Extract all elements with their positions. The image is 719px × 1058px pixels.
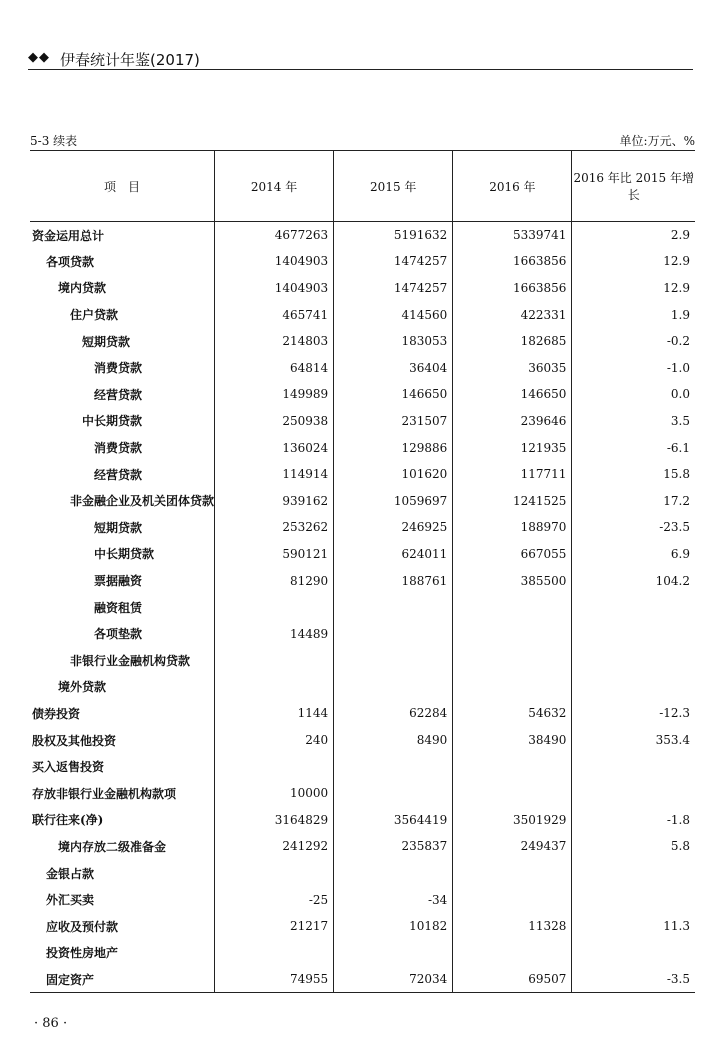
diamond-bullets-icon: ◆◆ — [28, 50, 50, 65]
value-2015: 5191632 — [334, 222, 453, 249]
value-2014: 465741 — [215, 301, 334, 328]
row-label: 联行往来(净) — [32, 813, 104, 828]
table-row — [30, 753, 695, 780]
value-2015 — [334, 753, 453, 780]
value-2015: 183053 — [334, 328, 453, 355]
value-2016: 69507 — [453, 966, 572, 993]
value-2015 — [334, 620, 453, 647]
row-label: 买入返售投资 — [32, 760, 105, 775]
row-label: 住户贷款 — [70, 308, 119, 323]
value-growth — [572, 647, 695, 674]
row-label: 短期贷款 — [94, 520, 143, 535]
row-label: 境内贷款 — [58, 281, 107, 296]
table-row — [30, 780, 695, 807]
value-growth: 11.3 — [572, 913, 695, 940]
value-2014: 1144 — [215, 700, 334, 727]
row-label: 各项贷款 — [46, 254, 95, 269]
value-2015: -34 — [334, 886, 453, 913]
value-2014: 1404903 — [215, 275, 334, 302]
value-2016: 121935 — [453, 434, 572, 461]
value-growth — [572, 860, 695, 887]
row-label: 资金运用总计 — [32, 228, 105, 243]
row-label: 存放非银行业金融机构款项 — [32, 786, 177, 801]
row-label: 非银行业金融机构贷款 — [70, 653, 191, 668]
value-2014: 136024 — [215, 434, 334, 461]
row-label: 金银占款 — [46, 866, 95, 881]
table-row — [30, 674, 695, 701]
value-2015: 146650 — [334, 381, 453, 408]
value-growth: -6.1 — [572, 434, 695, 461]
row-label: 境内存放二级准备金 — [58, 839, 167, 854]
value-2015: 129886 — [334, 434, 453, 461]
table-caption: 5-3 续表 — [30, 134, 78, 148]
value-growth: -23.5 — [572, 514, 695, 541]
value-2016: 36035 — [453, 354, 572, 381]
table-row — [30, 461, 695, 488]
row-label: 应收及预付款 — [46, 919, 119, 934]
table-row — [30, 381, 695, 408]
value-2015: 235837 — [334, 833, 453, 860]
value-growth: 0.0 — [572, 381, 695, 408]
value-2014: 253262 — [215, 514, 334, 541]
table-row — [30, 434, 695, 461]
row-label: 融资租赁 — [94, 600, 143, 615]
value-2016 — [453, 620, 572, 647]
value-2014 — [215, 594, 334, 621]
value-2015: 231507 — [334, 408, 453, 435]
value-2014 — [215, 674, 334, 701]
value-2016: 182685 — [453, 328, 572, 355]
column-header-2015: 2015 年 — [334, 151, 453, 222]
row-label: 经营贷款 — [94, 467, 143, 482]
table-row — [30, 727, 695, 754]
value-2016: 249437 — [453, 833, 572, 860]
value-2014: 149989 — [215, 381, 334, 408]
value-2016: 1241525 — [453, 487, 572, 514]
value-growth — [572, 674, 695, 701]
table-row — [30, 886, 695, 913]
table-row — [30, 408, 695, 435]
value-2014: 240 — [215, 727, 334, 754]
value-2014: 3164829 — [215, 807, 334, 834]
column-header-growth: 2016 年比 2015 年增长 — [572, 151, 695, 222]
table-row — [30, 222, 695, 249]
value-growth: 5.8 — [572, 833, 695, 860]
value-2016 — [453, 886, 572, 913]
value-2015: 10182 — [334, 913, 453, 940]
value-growth: 1.9 — [572, 301, 695, 328]
value-2015 — [334, 860, 453, 887]
value-2014 — [215, 940, 334, 967]
value-2015: 1474257 — [334, 248, 453, 275]
value-2016: 5339741 — [453, 222, 572, 249]
column-header-item: 项 目 — [30, 151, 215, 222]
value-growth: 6.9 — [572, 541, 695, 568]
value-growth — [572, 940, 695, 967]
value-2015: 1059697 — [334, 487, 453, 514]
table-row — [30, 301, 695, 328]
value-growth: 3.5 — [572, 408, 695, 435]
value-growth: 12.9 — [572, 275, 695, 302]
value-growth: -1.8 — [572, 807, 695, 834]
value-2016: 54632 — [453, 700, 572, 727]
value-growth — [572, 886, 695, 913]
value-2016: 11328 — [453, 913, 572, 940]
value-2016 — [453, 594, 572, 621]
yearbook-title: 伊春统计年鉴(2017) — [60, 51, 200, 69]
value-2016 — [453, 780, 572, 807]
running-header — [28, 44, 693, 74]
row-label: 非金融企业及机关团体贷款 — [70, 494, 215, 509]
value-2015: 72034 — [334, 966, 453, 993]
value-2015 — [334, 780, 453, 807]
value-2014: 74955 — [215, 966, 334, 993]
value-2014: 1404903 — [215, 248, 334, 275]
value-growth: 2.9 — [572, 222, 695, 249]
row-label: 消费贷款 — [94, 441, 143, 456]
value-2016: 1663856 — [453, 248, 572, 275]
column-header-2016: 2016 年 — [453, 151, 572, 222]
value-growth: 17.2 — [572, 487, 695, 514]
table-row — [30, 487, 695, 514]
value-growth — [572, 594, 695, 621]
value-growth: -12.3 — [572, 700, 695, 727]
value-2016: 3501929 — [453, 807, 572, 834]
row-label: 外汇买卖 — [46, 893, 95, 908]
table-row — [30, 354, 695, 381]
table-row — [30, 275, 695, 302]
row-label: 短期贷款 — [82, 334, 131, 349]
table-row — [30, 248, 695, 275]
row-label: 消费贷款 — [94, 361, 143, 376]
value-2016: 1663856 — [453, 275, 572, 302]
value-2015: 414560 — [334, 301, 453, 328]
header-rule — [28, 69, 693, 70]
value-2015: 1474257 — [334, 275, 453, 302]
value-2015 — [334, 594, 453, 621]
table-row — [30, 594, 695, 621]
value-2016: 146650 — [453, 381, 572, 408]
value-2015: 3564419 — [334, 807, 453, 834]
row-label: 中长期贷款 — [94, 547, 155, 562]
row-label: 投资性房地产 — [46, 946, 119, 961]
table-header-row — [30, 151, 695, 222]
table-row — [30, 328, 695, 355]
value-2016 — [453, 940, 572, 967]
table-row — [30, 514, 695, 541]
value-2015: 101620 — [334, 461, 453, 488]
value-growth: -0.2 — [572, 328, 695, 355]
value-2014: 81290 — [215, 567, 334, 594]
value-2015: 36404 — [334, 354, 453, 381]
value-2015: 8490 — [334, 727, 453, 754]
value-2016: 422331 — [453, 301, 572, 328]
row-label: 境外贷款 — [58, 680, 107, 695]
column-header-2014: 2014 年 — [215, 151, 334, 222]
value-growth — [572, 780, 695, 807]
table-row — [30, 567, 695, 594]
table-row — [30, 647, 695, 674]
value-2015: 624011 — [334, 541, 453, 568]
value-2016: 667055 — [453, 541, 572, 568]
value-2015 — [334, 674, 453, 701]
row-label: 债券投资 — [32, 706, 81, 721]
value-growth — [572, 753, 695, 780]
table-row — [30, 700, 695, 727]
row-label: 经营贷款 — [94, 387, 143, 402]
value-2014: 114914 — [215, 461, 334, 488]
value-2016 — [453, 674, 572, 701]
value-growth: 15.8 — [572, 461, 695, 488]
table-row — [30, 940, 695, 967]
value-2014: 241292 — [215, 833, 334, 860]
row-label: 票据融资 — [94, 574, 143, 589]
unit-label: 单位:万元、% — [619, 134, 695, 148]
table-row — [30, 913, 695, 940]
table-row — [30, 833, 695, 860]
value-2014: 21217 — [215, 913, 334, 940]
value-2014: 214803 — [215, 328, 334, 355]
value-2016: 385500 — [453, 567, 572, 594]
value-2015 — [334, 647, 453, 674]
value-2014 — [215, 753, 334, 780]
value-2016 — [453, 647, 572, 674]
value-2015: 246925 — [334, 514, 453, 541]
value-2015: 62284 — [334, 700, 453, 727]
table-body — [30, 222, 695, 993]
value-2015: 188761 — [334, 567, 453, 594]
statistics-table — [30, 150, 695, 993]
value-2014: -25 — [215, 886, 334, 913]
row-label: 各项垫款 — [94, 627, 143, 642]
page-number: · 86 · — [34, 1016, 68, 1031]
row-label: 固定资产 — [30, 966, 215, 993]
table-row — [30, 860, 695, 887]
table-row — [30, 620, 695, 647]
value-2015 — [334, 940, 453, 967]
value-growth: 104.2 — [572, 567, 695, 594]
value-growth — [572, 620, 695, 647]
value-growth: -3.5 — [572, 966, 695, 993]
table-row — [30, 541, 695, 568]
value-growth: 12.9 — [572, 248, 695, 275]
row-label: 股权及其他投资 — [32, 733, 117, 748]
row-label: 中长期贷款 — [82, 414, 143, 429]
table-row — [30, 807, 695, 834]
value-2014: 250938 — [215, 408, 334, 435]
value-2016: 239646 — [453, 408, 572, 435]
value-growth: -1.0 — [572, 354, 695, 381]
value-2014: 590121 — [215, 541, 334, 568]
value-2014: 14489 — [215, 620, 334, 647]
value-2016: 38490 — [453, 727, 572, 754]
value-2016 — [453, 753, 572, 780]
value-2016: 188970 — [453, 514, 572, 541]
value-2014 — [215, 647, 334, 674]
value-2016 — [453, 860, 572, 887]
value-2014: 10000 — [215, 780, 334, 807]
value-2014: 4677263 — [215, 222, 334, 249]
value-2014: 939162 — [215, 487, 334, 514]
value-2016: 117711 — [453, 461, 572, 488]
table-row — [30, 966, 695, 993]
value-growth: 353.4 — [572, 727, 695, 754]
value-2014 — [215, 860, 334, 887]
value-2014: 64814 — [215, 354, 334, 381]
